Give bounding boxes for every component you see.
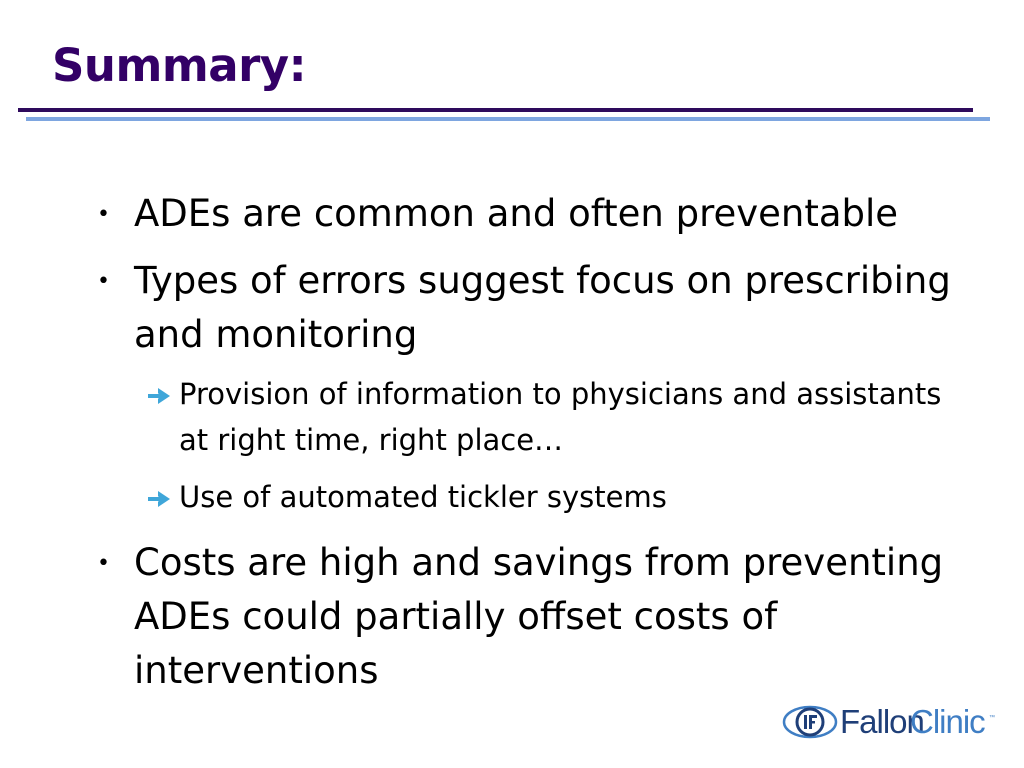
sub-item-automated-tickler: Use of automated tickler systems: [179, 480, 667, 514]
bullet-item-ades-common: ADEs are common and often preventable: [134, 192, 899, 235]
logo-wordmark-clinic: Clinic: [910, 703, 985, 740]
arrow-right-icon-svg: [146, 386, 172, 406]
arrow-right-icon: [146, 381, 172, 415]
logo-trademark: ™: [989, 715, 995, 721]
sub-item-provision-of-information: Provision of information to physicians and assistants at right time, right place…: [179, 377, 942, 457]
arrow-right-icon: [146, 484, 172, 518]
bullet-item-costs-are-high: Costs are high and savings from preventing ADEs could partially offset costs of interventions: [134, 541, 944, 692]
slide-title: Summary:: [52, 39, 307, 92]
fallon-clinic-logo: [782, 700, 996, 748]
logo-wordmark-fallon: Fallon: [840, 703, 924, 740]
bullet-item-types-of-errors: Types of errors suggest focus on prescribing and monitoring: [134, 259, 951, 356]
bullet-marker: •: [97, 269, 110, 294]
bullet-marker: •: [97, 202, 110, 227]
fallon-clinic-logo-mark-icon: [782, 704, 838, 740]
arrow-right-icon-svg: [146, 489, 172, 509]
bullet-marker: •: [97, 551, 110, 576]
